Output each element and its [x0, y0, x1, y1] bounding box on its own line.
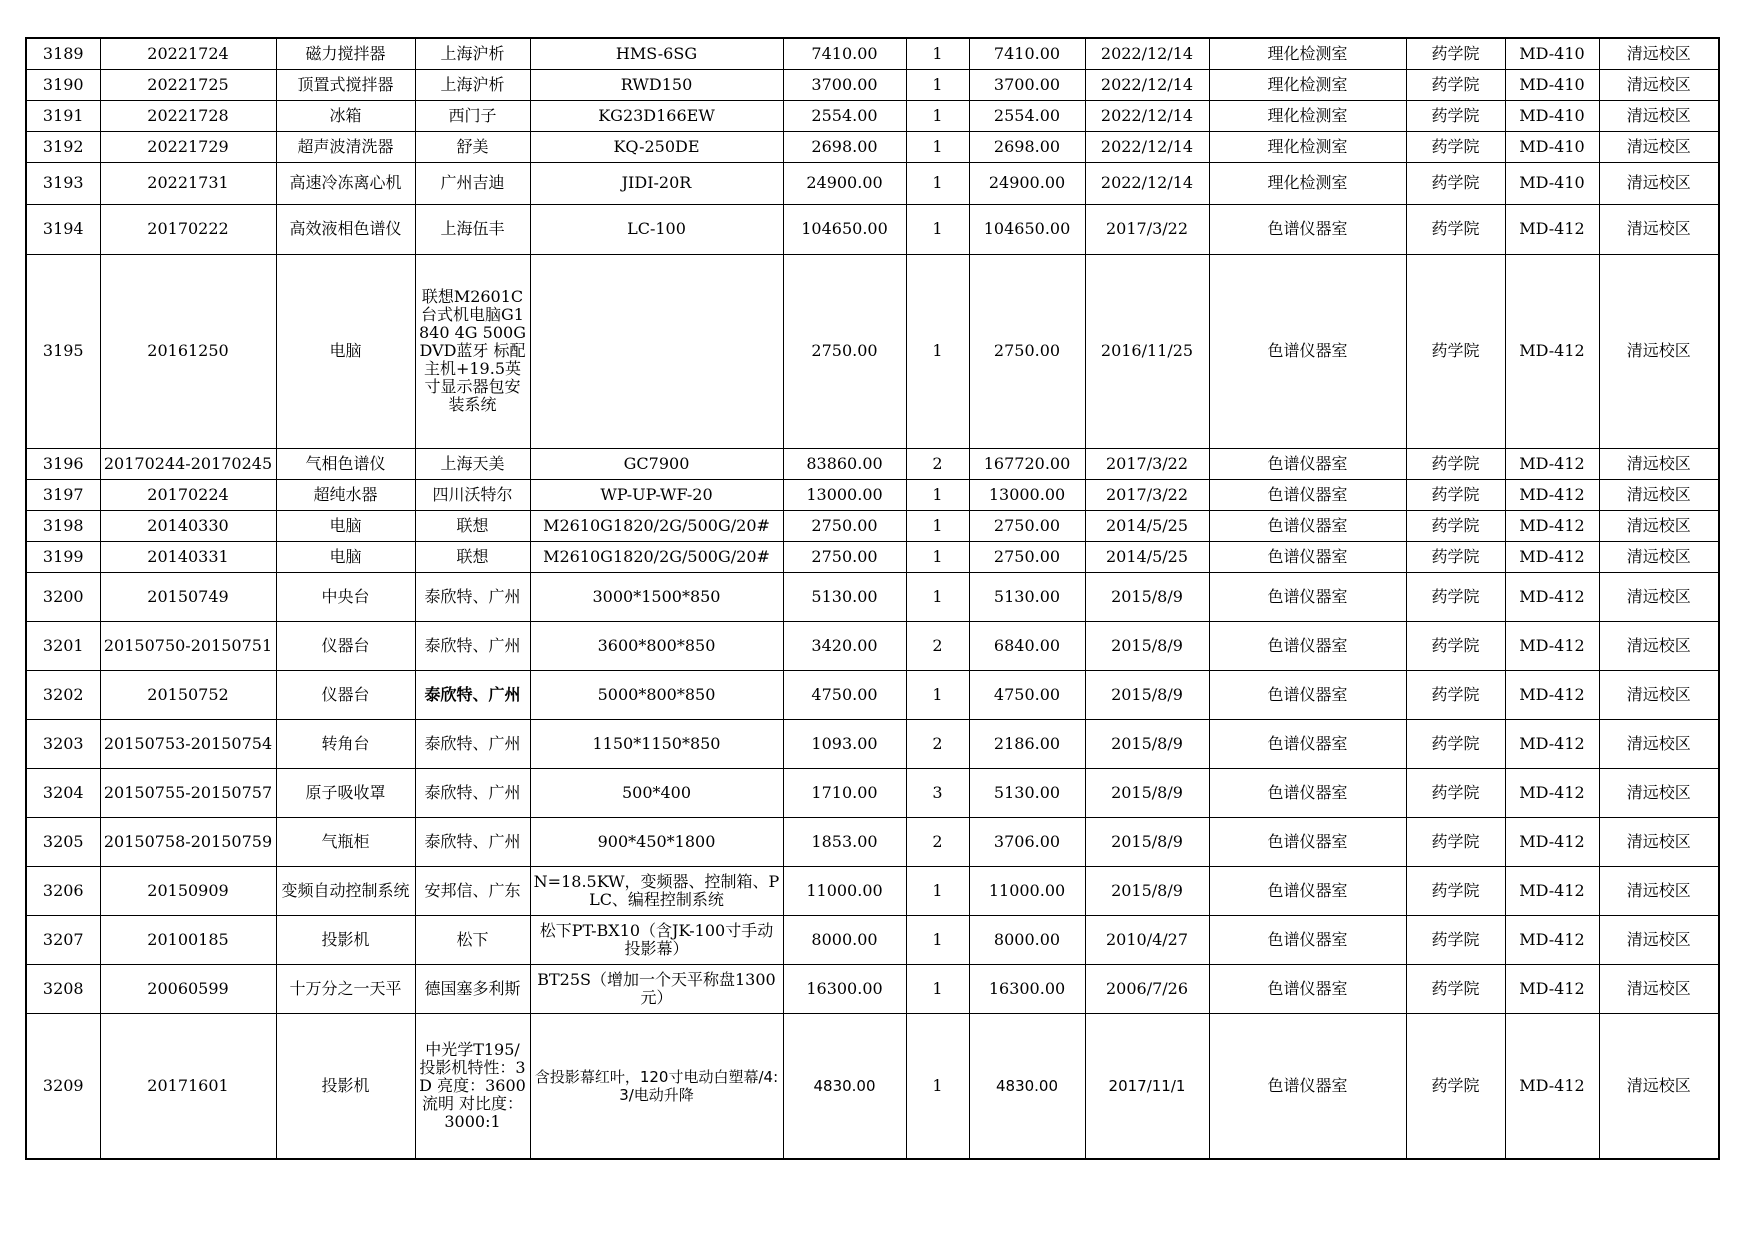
cell-no: 3197: [26, 479, 100, 510]
table-row: [26, 100, 1719, 131]
cell-qty: 1: [906, 915, 969, 964]
cell-model: 500*400: [530, 768, 783, 817]
cell-no: 3196: [26, 448, 100, 479]
cell-total: 5130.00: [969, 572, 1085, 621]
cell-brand: 泰欣特、广州: [415, 572, 530, 621]
cell-name: 冰箱: [276, 100, 415, 131]
cell-id: 20170244-20170245: [100, 448, 276, 479]
cell-model: KQ-250DE: [530, 131, 783, 162]
cell-date: 2022/12/14: [1085, 162, 1209, 204]
cell-no: 3192: [26, 131, 100, 162]
table-row: [26, 510, 1719, 541]
cell-total: 3706.00: [969, 817, 1085, 866]
cell-dept: 药学院: [1406, 38, 1505, 69]
cell-id: 20150750-20150751: [100, 621, 276, 670]
cell-qty: 2: [906, 621, 969, 670]
cell-id: 20150755-20150757: [100, 768, 276, 817]
cell-date: 2015/8/9: [1085, 670, 1209, 719]
cell-lab: 色谱仪器室: [1209, 768, 1406, 817]
cell-dept: 药学院: [1406, 479, 1505, 510]
cell-qty: 2: [906, 719, 969, 768]
cell-price: 1093.00: [783, 719, 906, 768]
cell-brand: 舒美: [415, 131, 530, 162]
cell-campus: 清远校区: [1599, 915, 1719, 964]
cell-id: 20170224: [100, 479, 276, 510]
cell-id: 20221725: [100, 69, 276, 100]
cell-price: 2698.00: [783, 131, 906, 162]
cell-campus: 清远校区: [1599, 621, 1719, 670]
table-row: [26, 964, 1719, 1013]
cell-date: 2010/4/27: [1085, 915, 1209, 964]
cell-price: 2750.00: [783, 541, 906, 572]
cell-date: 2022/12/14: [1085, 38, 1209, 69]
cell-qty: 1: [906, 162, 969, 204]
cell-lab: 色谱仪器室: [1209, 719, 1406, 768]
cell-room: MD-412: [1505, 541, 1599, 572]
cell-no: 3201: [26, 621, 100, 670]
cell-date: 2022/12/14: [1085, 69, 1209, 100]
cell-total: 7410.00: [969, 38, 1085, 69]
cell-model: 900*450*1800: [530, 817, 783, 866]
cell-campus: 清远校区: [1599, 69, 1719, 100]
cell-qty: 3: [906, 768, 969, 817]
cell-dept: 药学院: [1406, 1013, 1505, 1159]
cell-model: M2610G1820/2G/500G/20#: [530, 541, 783, 572]
table-row: [26, 448, 1719, 479]
cell-qty: 1: [906, 479, 969, 510]
cell-qty: 1: [906, 254, 969, 448]
cell-total: 4830.00: [969, 1013, 1085, 1159]
cell-date: 2006/7/26: [1085, 964, 1209, 1013]
cell-price: 5130.00: [783, 572, 906, 621]
cell-price: 4750.00: [783, 670, 906, 719]
cell-qty: 2: [906, 448, 969, 479]
cell-id: 20170222: [100, 204, 276, 254]
cell-lab: 色谱仪器室: [1209, 670, 1406, 719]
cell-room: MD-412: [1505, 572, 1599, 621]
cell-brand: 松下: [415, 915, 530, 964]
cell-lab: 色谱仪器室: [1209, 541, 1406, 572]
cell-name: 高效液相色谱仪: [276, 204, 415, 254]
cell-model: LC-100: [530, 204, 783, 254]
table-row: [26, 204, 1719, 254]
cell-name: 顶置式搅拌器: [276, 69, 415, 100]
cell-name: 仪器台: [276, 621, 415, 670]
cell-price: 83860.00: [783, 448, 906, 479]
cell-campus: 清远校区: [1599, 204, 1719, 254]
cell-model: 3000*1500*850: [530, 572, 783, 621]
cell-dept: 药学院: [1406, 131, 1505, 162]
cell-campus: 清远校区: [1599, 719, 1719, 768]
cell-date: 2016/11/25: [1085, 254, 1209, 448]
cell-campus: 清远校区: [1599, 768, 1719, 817]
cell-no: 3194: [26, 204, 100, 254]
cell-id: 20221728: [100, 100, 276, 131]
cell-price: 3420.00: [783, 621, 906, 670]
cell-no: 3206: [26, 866, 100, 915]
cell-name: 电脑: [276, 541, 415, 572]
cell-brand: 泰欣特、广州: [415, 719, 530, 768]
cell-brand: 广州吉迪: [415, 162, 530, 204]
cell-price: 3700.00: [783, 69, 906, 100]
cell-price: 8000.00: [783, 915, 906, 964]
cell-total: 6840.00: [969, 621, 1085, 670]
cell-date: 2017/3/22: [1085, 204, 1209, 254]
cell-price: 2750.00: [783, 510, 906, 541]
cell-lab: 色谱仪器室: [1209, 866, 1406, 915]
cell-campus: 清远校区: [1599, 510, 1719, 541]
cell-date: 2017/3/22: [1085, 479, 1209, 510]
cell-no: 3205: [26, 817, 100, 866]
cell-lab: 色谱仪器室: [1209, 448, 1406, 479]
cell-name: 气瓶柜: [276, 817, 415, 866]
cell-lab: 色谱仪器室: [1209, 964, 1406, 1013]
cell-lab: 色谱仪器室: [1209, 479, 1406, 510]
cell-date: 2014/5/25: [1085, 510, 1209, 541]
cell-brand: 德国塞多利斯: [415, 964, 530, 1013]
cell-campus: 清远校区: [1599, 670, 1719, 719]
cell-model: [530, 254, 783, 448]
cell-price: 24900.00: [783, 162, 906, 204]
cell-lab: 理化检测室: [1209, 38, 1406, 69]
cell-name: 电脑: [276, 510, 415, 541]
cell-model: M2610G1820/2G/500G/20#: [530, 510, 783, 541]
cell-lab: 理化检测室: [1209, 131, 1406, 162]
cell-brand: 泰欣特、广州: [415, 621, 530, 670]
cell-room: MD-412: [1505, 621, 1599, 670]
cell-name: 电脑: [276, 254, 415, 448]
table-row: [26, 866, 1719, 915]
cell-brand: 安邦信、广东: [415, 866, 530, 915]
cell-brand: 联想: [415, 510, 530, 541]
cell-date: 2015/8/9: [1085, 719, 1209, 768]
cell-dept: 药学院: [1406, 621, 1505, 670]
cell-date: 2022/12/14: [1085, 100, 1209, 131]
cell-price: 2554.00: [783, 100, 906, 131]
cell-brand: 上海天美: [415, 448, 530, 479]
cell-dept: 药学院: [1406, 100, 1505, 131]
table-row: [26, 162, 1719, 204]
cell-name: 气相色谱仪: [276, 448, 415, 479]
table-row: [26, 719, 1719, 768]
cell-campus: 清远校区: [1599, 131, 1719, 162]
cell-id: 20221729: [100, 131, 276, 162]
cell-model: RWD150: [530, 69, 783, 100]
cell-date: 2014/5/25: [1085, 541, 1209, 572]
cell-no: 3191: [26, 100, 100, 131]
cell-room: MD-412: [1505, 719, 1599, 768]
cell-lab: 色谱仪器室: [1209, 621, 1406, 670]
cell-name: 超纯水器: [276, 479, 415, 510]
cell-brand: 上海沪析: [415, 38, 530, 69]
cell-room: MD-412: [1505, 866, 1599, 915]
cell-id: 20150909: [100, 866, 276, 915]
cell-name: 投影机: [276, 1013, 415, 1159]
cell-id: 20221724: [100, 38, 276, 69]
cell-room: MD-412: [1505, 204, 1599, 254]
table-row: [26, 817, 1719, 866]
cell-id: 20150749: [100, 572, 276, 621]
cell-no: 3193: [26, 162, 100, 204]
cell-brand: 联想M2601C台式机电脑G1840 4G 500G DVD蓝牙 标配主机+19.5英寸显示器包安装系统: [415, 254, 530, 448]
cell-dept: 药学院: [1406, 866, 1505, 915]
table-row: [26, 670, 1719, 719]
cell-room: MD-412: [1505, 768, 1599, 817]
cell-campus: 清远校区: [1599, 964, 1719, 1013]
cell-lab: 色谱仪器室: [1209, 204, 1406, 254]
cell-room: MD-410: [1505, 38, 1599, 69]
cell-name: 高速冷冻离心机: [276, 162, 415, 204]
table-row: [26, 541, 1719, 572]
cell-total: 3700.00: [969, 69, 1085, 100]
cell-brand: 四川沃特尔: [415, 479, 530, 510]
cell-brand: 中光学T195/投影机特性：3D 亮度：3600流明 对比度：3000:1: [415, 1013, 530, 1159]
cell-total: 16300.00: [969, 964, 1085, 1013]
cell-price: 2750.00: [783, 254, 906, 448]
cell-id: 20171601: [100, 1013, 276, 1159]
cell-date: 2015/8/9: [1085, 572, 1209, 621]
cell-total: 4750.00: [969, 670, 1085, 719]
cell-qty: 1: [906, 100, 969, 131]
cell-room: MD-412: [1505, 254, 1599, 448]
cell-campus: 清远校区: [1599, 479, 1719, 510]
cell-total: 5130.00: [969, 768, 1085, 817]
cell-date: 2015/8/9: [1085, 768, 1209, 817]
cell-total: 24900.00: [969, 162, 1085, 204]
cell-room: MD-412: [1505, 670, 1599, 719]
cell-lab: 理化检测室: [1209, 69, 1406, 100]
cell-name: 十万分之一天平: [276, 964, 415, 1013]
cell-dept: 药学院: [1406, 448, 1505, 479]
cell-lab: 色谱仪器室: [1209, 572, 1406, 621]
table-row: [26, 69, 1719, 100]
cell-total: 2186.00: [969, 719, 1085, 768]
cell-campus: 清远校区: [1599, 162, 1719, 204]
cell-total: 2750.00: [969, 510, 1085, 541]
cell-brand: 泰欣特、广州: [415, 768, 530, 817]
cell-date: 2022/12/14: [1085, 131, 1209, 162]
cell-brand: 上海沪析: [415, 69, 530, 100]
cell-qty: 1: [906, 204, 969, 254]
cell-date: 2015/8/9: [1085, 866, 1209, 915]
cell-total: 2750.00: [969, 541, 1085, 572]
cell-qty: 1: [906, 541, 969, 572]
cell-dept: 药学院: [1406, 572, 1505, 621]
cell-qty: 1: [906, 131, 969, 162]
cell-room: MD-412: [1505, 448, 1599, 479]
cell-lab: 理化检测室: [1209, 100, 1406, 131]
cell-name: 转角台: [276, 719, 415, 768]
table-row: [26, 621, 1719, 670]
cell-date: 2015/8/9: [1085, 817, 1209, 866]
cell-total: 2554.00: [969, 100, 1085, 131]
cell-lab: 色谱仪器室: [1209, 1013, 1406, 1159]
cell-model: GC7900: [530, 448, 783, 479]
cell-no: 3207: [26, 915, 100, 964]
cell-no: 3190: [26, 69, 100, 100]
cell-dept: 药学院: [1406, 510, 1505, 541]
cell-brand: 泰欣特、广州: [415, 817, 530, 866]
cell-no: 3189: [26, 38, 100, 69]
cell-id: 20221731: [100, 162, 276, 204]
cell-campus: 清远校区: [1599, 254, 1719, 448]
cell-dept: 药学院: [1406, 964, 1505, 1013]
cell-campus: 清远校区: [1599, 1013, 1719, 1159]
cell-model: WP-UP-WF-20: [530, 479, 783, 510]
table-row: [26, 572, 1719, 621]
cell-id: 20140330: [100, 510, 276, 541]
cell-dept: 药学院: [1406, 817, 1505, 866]
cell-room: MD-410: [1505, 162, 1599, 204]
cell-total: 2698.00: [969, 131, 1085, 162]
cell-name: 变频自动控制系统: [276, 866, 415, 915]
cell-price: 11000.00: [783, 866, 906, 915]
cell-no: 3203: [26, 719, 100, 768]
cell-no: 3208: [26, 964, 100, 1013]
cell-price: 16300.00: [783, 964, 906, 1013]
cell-no: 3199: [26, 541, 100, 572]
cell-campus: 清远校区: [1599, 448, 1719, 479]
cell-price: 4830.00: [783, 1013, 906, 1159]
cell-room: MD-412: [1505, 510, 1599, 541]
cell-campus: 清远校区: [1599, 572, 1719, 621]
cell-dept: 药学院: [1406, 915, 1505, 964]
cell-dept: 药学院: [1406, 719, 1505, 768]
cell-qty: 1: [906, 670, 969, 719]
cell-name: 投影机: [276, 915, 415, 964]
cell-brand: 联想: [415, 541, 530, 572]
cell-campus: 清远校区: [1599, 38, 1719, 69]
cell-qty: 1: [906, 38, 969, 69]
cell-price: 1710.00: [783, 768, 906, 817]
cell-model: JIDI-20R: [530, 162, 783, 204]
cell-model: HMS-6SG: [530, 38, 783, 69]
cell-lab: 色谱仪器室: [1209, 817, 1406, 866]
cell-date: 2017/11/1: [1085, 1013, 1209, 1159]
table-row: [26, 479, 1719, 510]
cell-lab: 色谱仪器室: [1209, 254, 1406, 448]
cell-room: MD-410: [1505, 131, 1599, 162]
cell-room: MD-412: [1505, 479, 1599, 510]
equipment-table: [25, 37, 1720, 1160]
cell-no: 3195: [26, 254, 100, 448]
cell-model: 松下PT-BX10（含JK-100寸手动投影幕）: [530, 915, 783, 964]
cell-qty: 2: [906, 817, 969, 866]
table-row: [26, 1013, 1719, 1159]
cell-lab: 色谱仪器室: [1209, 915, 1406, 964]
cell-qty: 1: [906, 1013, 969, 1159]
cell-total: 8000.00: [969, 915, 1085, 964]
cell-brand: 上海伍丰: [415, 204, 530, 254]
cell-total: 13000.00: [969, 479, 1085, 510]
cell-room: MD-410: [1505, 100, 1599, 131]
cell-qty: 1: [906, 572, 969, 621]
cell-no: 3209: [26, 1013, 100, 1159]
cell-room: MD-412: [1505, 915, 1599, 964]
cell-name: 磁力搅拌器: [276, 38, 415, 69]
cell-name: 原子吸收罩: [276, 768, 415, 817]
cell-dept: 药学院: [1406, 162, 1505, 204]
cell-price: 1853.00: [783, 817, 906, 866]
cell-id: 20150758-20150759: [100, 817, 276, 866]
cell-name: 超声波清洗器: [276, 131, 415, 162]
cell-room: MD-410: [1505, 69, 1599, 100]
cell-id: 20150752: [100, 670, 276, 719]
cell-room: MD-412: [1505, 817, 1599, 866]
table-row: [26, 254, 1719, 448]
cell-dept: 药学院: [1406, 670, 1505, 719]
cell-id: 20150753-20150754: [100, 719, 276, 768]
cell-campus: 清远校区: [1599, 866, 1719, 915]
cell-total: 11000.00: [969, 866, 1085, 915]
table-row: [26, 131, 1719, 162]
cell-dept: 药学院: [1406, 254, 1505, 448]
cell-price: 7410.00: [783, 38, 906, 69]
table-row: [26, 38, 1719, 69]
cell-no: 3204: [26, 768, 100, 817]
cell-date: 2017/3/22: [1085, 448, 1209, 479]
cell-qty: 1: [906, 964, 969, 1013]
cell-no: 3198: [26, 510, 100, 541]
cell-id: 20161250: [100, 254, 276, 448]
cell-id: 20100185: [100, 915, 276, 964]
cell-qty: 1: [906, 69, 969, 100]
cell-brand: 泰欣特、广州: [415, 670, 530, 719]
cell-campus: 清远校区: [1599, 541, 1719, 572]
cell-dept: 药学院: [1406, 541, 1505, 572]
cell-campus: 清远校区: [1599, 100, 1719, 131]
cell-dept: 药学院: [1406, 69, 1505, 100]
cell-model: 3600*800*850: [530, 621, 783, 670]
cell-model: 1150*1150*850: [530, 719, 783, 768]
table-row: [26, 915, 1719, 964]
cell-dept: 药学院: [1406, 204, 1505, 254]
cell-no: 3202: [26, 670, 100, 719]
cell-total: 104650.00: [969, 204, 1085, 254]
table-row: [26, 768, 1719, 817]
cell-lab: 理化检测室: [1209, 162, 1406, 204]
cell-model: 含投影幕红叶，120寸电动白塑幕/4:3/电动升降: [530, 1013, 783, 1159]
cell-room: MD-412: [1505, 964, 1599, 1013]
cell-total: 167720.00: [969, 448, 1085, 479]
cell-qty: 1: [906, 510, 969, 541]
cell-qty: 1: [906, 866, 969, 915]
cell-total: 2750.00: [969, 254, 1085, 448]
cell-lab: 色谱仪器室: [1209, 510, 1406, 541]
cell-dept: 药学院: [1406, 768, 1505, 817]
cell-id: 20140331: [100, 541, 276, 572]
cell-campus: 清远校区: [1599, 817, 1719, 866]
cell-model: N=18.5KW，变频器、控制箱、PLC、编程控制系统: [530, 866, 783, 915]
cell-model: BT25S（增加一个天平称盘1300元）: [530, 964, 783, 1013]
cell-date: 2015/8/9: [1085, 621, 1209, 670]
cell-brand: 西门子: [415, 100, 530, 131]
cell-no: 3200: [26, 572, 100, 621]
cell-model: KG23D166EW: [530, 100, 783, 131]
cell-name: 仪器台: [276, 670, 415, 719]
cell-id: 20060599: [100, 964, 276, 1013]
cell-price: 13000.00: [783, 479, 906, 510]
cell-model: 5000*800*850: [530, 670, 783, 719]
cell-name: 中央台: [276, 572, 415, 621]
cell-price: 104650.00: [783, 204, 906, 254]
cell-room: MD-412: [1505, 1013, 1599, 1159]
